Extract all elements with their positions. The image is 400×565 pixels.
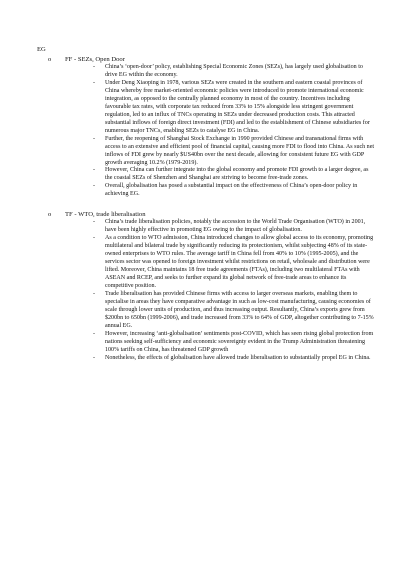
dash-bullet-icon: - bbox=[93, 219, 96, 226]
dash-bullet-icon: - bbox=[93, 354, 96, 361]
point-text: Further, the reopening of Shanghai Stock Exchange in 1990 provided Chinese and transnational firms with access to an extensive and efficient pool of financial capital, causing more FDI to flood into China. As such net inflows of FDI grew by nearly $US40bn over the next decade, allowing for consistent future EG with GDP growth averaging 10.2% (1979-2019). bbox=[105, 135, 375, 166]
list-item bbox=[93, 219, 376, 235]
dash-bullet-icon: - bbox=[93, 64, 96, 71]
point-text: However, China can further integrate into the global economy and promote FDI growth to a larger degree, as the coastal SEZs of Shenzhen and Shanghai are striving to become free-trade zones. bbox=[105, 167, 369, 182]
section-heading: FF - SEZs, Open Door bbox=[65, 56, 125, 63]
point-list bbox=[93, 219, 376, 362]
list-item bbox=[93, 136, 376, 168]
list-item bbox=[93, 235, 376, 291]
point-text: Overall, globalisation has posed a substantial impact on the effectiveness of China’s open-door policy in achieving EG. bbox=[105, 183, 358, 198]
point-text: Trade liberalisation has provided Chinese firms with access to larger overseas markets, enabling them to specialise in areas they have comparative advantage in such as low-cost manufacturing, causing economies of scale through lower units of production, and thus increasing output. Resultantly, China’s exports grew from $200bn to 650bn (1999-2006), and trade increased from 33% to 64% of GDP, altogether contributing to 7-15% annual EG. bbox=[105, 290, 374, 329]
circle-bullet-icon: o bbox=[48, 211, 52, 219]
dash-bullet-icon: - bbox=[93, 183, 96, 190]
section-tf bbox=[37, 211, 376, 362]
dash-bullet-icon: - bbox=[93, 167, 96, 174]
list-item bbox=[93, 183, 376, 199]
point-text: However, increasing ‘anti-globalisation’ sentiments post-COVID, which has seen rising global protection from nations seeking self-sufficiency and economic sovereignty evident in the Trump Administration threatening 100% tariffs on China, has threatened GDP growth bbox=[105, 330, 374, 353]
list-item bbox=[93, 167, 376, 183]
list-item bbox=[93, 331, 376, 355]
point-text: As a condition to WTO admission, China introduced changes to allow global access to its economy, promoting multilateral and bilateral trade by significantly reducing its protectionism, whilst subjecting 48% of its state-owned enterprises to WTO rules. The average tariff in China fell from 40% to 10% (1995-2005), and the services sector was opened to foreign investment whilst restrictions on retail, wholesale and distribution were lifted. Moreover, China maintains 18 free trade agreements (FTAs), including two multilateral FTAs with ASEAN and RCEP, and seeks to further expand its global network of free-trade areas to enhance its competitive position. bbox=[105, 235, 374, 290]
dash-bullet-icon: - bbox=[93, 330, 96, 337]
section-heading: TF - WTO, trade liberalisation bbox=[65, 211, 146, 219]
point-text: Under Deng Xiaoping in 1978, various SEZs were created in the southern and eastern coastal provinces of China whereby free market-oriented economic policies were introduced to promote international economic integration, as opposed to the centrally planned economy in most of the country. Incentives including favourable tax rates, with corporate tax reduced from 33% to 15% alongside less stringent government regulation, led to an influx of TNCs operating in SEZs under decreased production costs. This attracted substantial inflows of foreign direct investment (FDI) and led to the establishment of Chinese subsidiaries for numerous major TNCs, enabling SEZs to catalyse EG in China. bbox=[105, 80, 370, 134]
dash-bullet-icon: - bbox=[93, 135, 96, 142]
point-text: Nonetheless, the effects of globalisation have allowed trade liberalisation to substantially propel EG in China. bbox=[105, 354, 371, 361]
circle-bullet-icon: o bbox=[48, 56, 52, 63]
section-ff bbox=[37, 56, 376, 199]
dash-bullet-icon: - bbox=[93, 235, 96, 242]
list-item bbox=[93, 355, 376, 363]
list-item bbox=[93, 291, 376, 331]
section-spacer bbox=[37, 199, 376, 211]
list-item bbox=[93, 64, 376, 80]
document-title: EG bbox=[37, 46, 46, 53]
point-text: China’s trade liberalisation policies, notably the accession to the World Trade Organisation (WTO) in 2001, have been highly effective in promoting EG owing to the impact of globalisation. bbox=[105, 219, 366, 234]
point-list bbox=[93, 64, 376, 199]
dash-bullet-icon: - bbox=[93, 80, 96, 86]
dash-bullet-icon: - bbox=[93, 290, 96, 297]
point-text: China’s ‘open-door’ policy, establishing Special Economic Zones (SEZs), has largely used globalisation to drive EG within the economy. bbox=[105, 64, 363, 79]
list-item bbox=[93, 80, 376, 136]
section-heading-row bbox=[48, 56, 376, 64]
